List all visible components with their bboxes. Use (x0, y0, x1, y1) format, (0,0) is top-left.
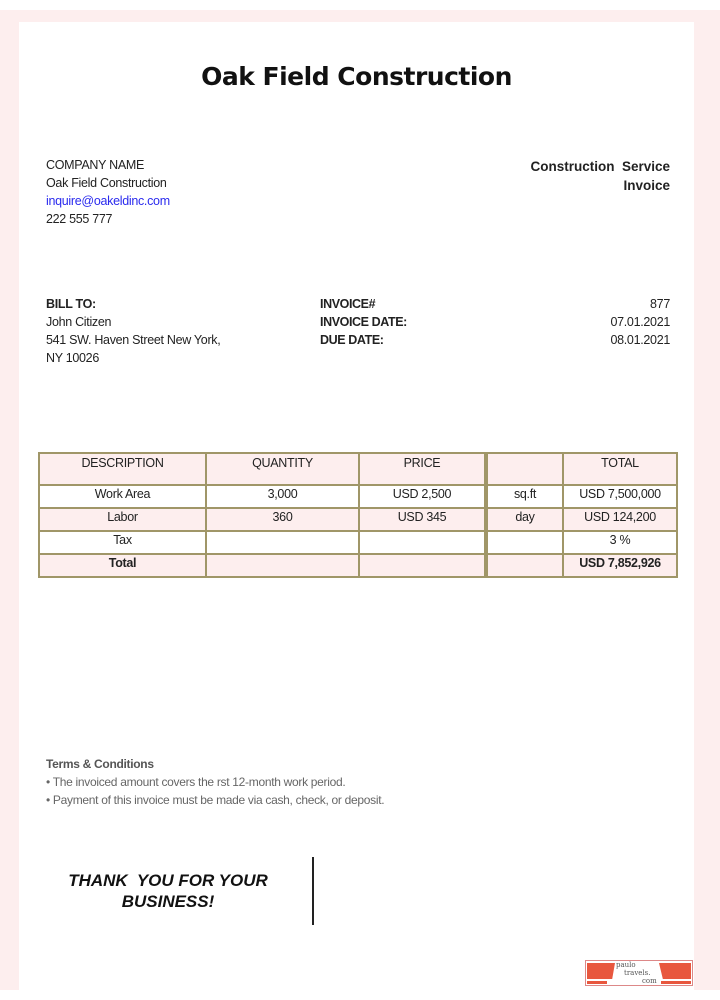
bill-to-address-line1: 541 SW. Haven Street New York, (46, 333, 221, 347)
bill-to-address-line2: NY 10026 (46, 351, 99, 365)
table-row (39, 485, 677, 508)
cell-quantity (206, 554, 359, 577)
company-label: COMPANY NAME (46, 158, 145, 172)
cell-price (359, 554, 486, 577)
table-row (39, 531, 677, 554)
logo-text-line3: com (642, 977, 657, 985)
cell-price: USD 2,500 (359, 485, 486, 508)
header-total: TOTAL (563, 453, 677, 485)
invoice-page (19, 22, 694, 1000)
header-quantity: QUANTITY (206, 453, 359, 485)
document-type (530, 157, 670, 195)
logo-stripe-icon (661, 981, 691, 984)
company-email-link[interactable]: inquire@oakeldinc.com (46, 194, 170, 208)
cell-price (359, 531, 486, 554)
cell-quantity (206, 531, 359, 554)
header-unit (486, 453, 563, 485)
cell-description: Total (39, 554, 206, 577)
cell-description: Work Area (39, 485, 206, 508)
header-price: PRICE (359, 453, 486, 485)
thank-you-message (59, 870, 277, 912)
watermark-logo (585, 960, 693, 986)
cell-total: USD 7,500,000 (563, 485, 677, 508)
table-total-row (39, 554, 677, 577)
company-name: Oak Field Construction (46, 176, 167, 190)
due-date-label: DUE DATE: (320, 333, 384, 347)
logo-text-line1: paulo (616, 961, 636, 969)
cell-quantity: 3,000 (206, 485, 359, 508)
terms-item: • The invoiced amount covers the rst 12-month work period. (46, 775, 346, 789)
bill-to-name: John Citizen (46, 315, 112, 329)
document-type-line1: Construction Service (530, 159, 670, 174)
table-row (39, 508, 677, 531)
logo-text-line2: travels. (624, 969, 651, 977)
line-items-table (38, 452, 678, 578)
bill-to-label: BILL TO: (46, 297, 96, 311)
bill-to-section (46, 295, 220, 367)
header-description: DESCRIPTION (39, 453, 206, 485)
cell-unit (486, 531, 563, 554)
cell-description: Tax (39, 531, 206, 554)
signature-divider (312, 857, 314, 925)
logo-stripe-icon (587, 981, 607, 984)
invoice-date: 07.01.2021 (610, 315, 670, 329)
document-type-line2: Invoice (623, 178, 670, 193)
cell-grand-total: USD 7,852,926 (563, 554, 677, 577)
company-title: Oak Field Construction (201, 62, 512, 91)
thank-you-line1: THANK YOU FOR YOUR (68, 871, 268, 890)
thank-you-line2: BUSINESS! (121, 892, 215, 911)
invoice-date-label: INVOICE DATE: (320, 315, 407, 329)
cell-total: USD 124,200 (563, 508, 677, 531)
cell-unit: day (486, 508, 563, 531)
logo-stripe-icon (587, 963, 615, 979)
cell-price: USD 345 (359, 508, 486, 531)
cell-total: 3 % (563, 531, 677, 554)
company-info (46, 156, 170, 228)
logo-text (614, 961, 664, 985)
terms-heading: Terms & Conditions (46, 757, 154, 771)
cell-quantity: 360 (206, 508, 359, 531)
company-phone: 222 555 777 (46, 212, 113, 226)
invoice-number: 877 (650, 297, 670, 311)
terms-item: • Payment of this invoice must be made via cash, check, or deposit. (46, 793, 385, 807)
cell-description: Labor (39, 508, 206, 531)
due-date: 08.01.2021 (610, 333, 670, 347)
terms-section (46, 755, 384, 809)
table-header-row (39, 453, 677, 485)
invoice-meta-values (610, 295, 670, 349)
cell-unit: sq.ft (486, 485, 563, 508)
cell-unit (486, 554, 563, 577)
invoice-meta-labels (320, 295, 407, 349)
invoice-number-label: INVOICE# (320, 297, 376, 311)
